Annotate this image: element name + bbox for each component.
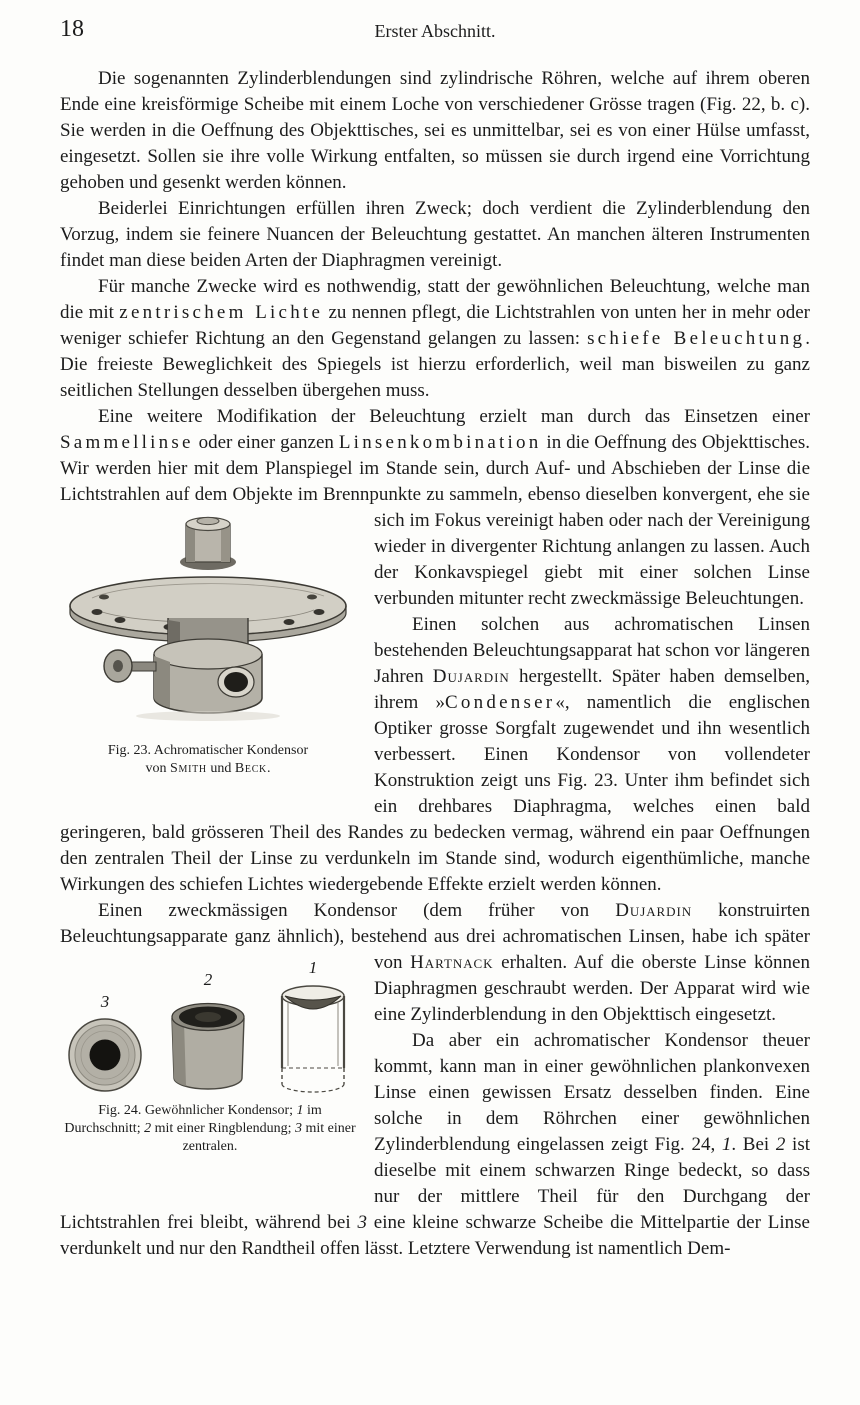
fig24-drawing-cross-section	[272, 980, 354, 1094]
fig24-caption-b: im Durchschnitt;	[64, 1103, 322, 1136]
fig24-caption-a: Fig. 24. Gewöhnlicher Kondensor;	[98, 1103, 297, 1118]
fig23-caption-pre: von	[145, 761, 170, 776]
paragraph-7-text-b: . Bei	[731, 1134, 776, 1155]
paragraph-4-emphasis-sammellinse: Sammellinse	[60, 432, 194, 453]
fig23-top-knob	[180, 517, 236, 570]
fig24-drawings-row	[60, 958, 360, 1094]
paragraph-5-text-b: hergestellt. Später haben demselben, ihrem »	[374, 666, 810, 713]
fig24-caption	[60, 1102, 360, 1156]
paragraph-6-text-d: erhalten. Auf die oberste Linse können Diaphragmen geschraubt werden. Der Apparat wird wie eine Zylinderblendung in den Objekttisch eingesetzt.	[374, 952, 810, 1025]
paragraph-7-num-1: 1	[721, 1134, 732, 1155]
paragraph-4-emphasis-linsenkombination: Linsenkombination	[338, 432, 542, 453]
paragraph-3-text-a: Für manche Zwecke wird es nothwendig, statt der gewöhnlichen Beleuchtung, welche man die mit	[60, 276, 810, 323]
paragraph-2	[60, 196, 810, 274]
paragraph-4-text-c: in die Oeffnung des Objekttisches. Wir werden hier mit dem Planspiegel im Stande sein, durch Auf- und Abschieben der Linse die Lichtstrahlen auf dem Objekte im Brennpunkte zu sammeln, ebenso dieselben konvergent, ehe sie sich im Fokus vereinigt	[60, 432, 810, 531]
paragraph-5-name-dujardin: Dujardin	[432, 666, 510, 687]
paragraph-3-text-b: zu nennen pflegt, die Lichtstrahlen von unten her in mehr oder weniger schiefer Richtung an den Gegenstand gelangen zu lassen:	[60, 302, 810, 349]
fig23-condenser-illustration	[62, 514, 354, 726]
paragraph-7-text-a: Da aber ein achromatischer Kondensor theuer kommt, kann man in einer gewöhnlichen plankonvexen Linse einen gewissen Ersatz desselben finden. Eine solche in dem Röhrchen einer gewöhnlichen Zylinderblendung eingelassen zeigt Fig. 24,	[374, 1030, 810, 1155]
paragraph-4-text-b: oder einer ganzen	[193, 432, 339, 453]
paragraph-7-num-2: 2	[775, 1134, 786, 1155]
fig23-caption-end: .	[266, 761, 271, 776]
running-title: Erster Abschnitt.	[374, 21, 496, 41]
fig23-caption-mid: und	[206, 761, 235, 776]
paragraph-4-text-d: haben oder nach der Vereinigung wieder in divergenter Richtung anlangen zu lassen. Auch der Konkavspiegel giebt mit einer solchen Linse verbunden mitunter recht zweckmässige Beleuchtungen.	[374, 510, 810, 609]
page-number: 18	[60, 16, 84, 42]
fig24-label-2: 2	[203, 970, 213, 989]
paragraph-2-text: Beiderlei Einrichtungen erfüllen ihren Zweck; doch verdient die Zylinderblendung den Vorzug, indem sie feinere Nuancen der Beleuchtung gestattet. An manchen älteren Instrumenten findet man diese beiden Arten der Diaphragmen vereinigt.	[60, 198, 810, 271]
fig24-caption-num-2: 2	[144, 1121, 152, 1136]
fig24-caption-c: mit einer Ringblendung;	[151, 1121, 295, 1136]
paragraph-5-emphasis-condenser: Condenser	[445, 692, 556, 713]
paragraph-6-text-b: konstruirten Beleuchtungsapparate ganz ähnlich), bestehend aus drei achromatischen Linsen,	[60, 900, 810, 947]
paragraph-1	[60, 66, 810, 196]
paragraph-5-text-c: «, namentlich die englischen Optiker grosse Sorgfalt zugewendet und ihn wesentlich verbessert. Einen Kondensor von vollendeter Konstruktion zeigt uns Fig. 23. Unter ihm befindet sich ein drehbares Diaphragma, welches einen bald geringeren, bald grösseren Theil des Randes zu bedecken vermag, während ein paar Oeffnungen den zentralen Theil der Linse zu verdunkeln im Stande sind, wodurch eigenthümliche, manche Wirkungen des schiefen Lichtes wiedergebende Effekte erzielt werden können.	[60, 692, 810, 895]
body-text	[60, 66, 810, 1262]
paragraph-7-text-c: ist dieselbe mit einem schwarzen Ringe bedeckt, so dass nur der mittlere Theil für den Durchgang der Lichtstrahlen frei bleibt, während bei	[60, 1134, 811, 1233]
paragraph-7-num-3: 3	[357, 1212, 367, 1233]
fig24-drawing-ring-stop	[162, 992, 254, 1094]
paragraph-7-text-d: eine kleine schwarze Scheibe die Mittelpartie der Linse verdunkelt und nur den Randtheil offen lässt. Letztere Verwendung ist namentlich Dem-	[60, 1212, 810, 1259]
paragraph-6-name-dujardin: Dujardin	[615, 900, 693, 921]
fig23-lower-drum	[154, 639, 262, 713]
paragraph-6-text-a: Einen zweckmässigen Kondensor (dem früher von	[98, 900, 616, 921]
figure-24	[60, 958, 360, 1204]
fig24-item-central-stop	[66, 992, 144, 1094]
paragraph-3-emphasis-zentrisches-licht: zentrischem Lichte	[119, 302, 324, 323]
fig24-item-cross-section	[272, 958, 354, 1094]
paragraph-6-name-hartnack: Hartnack	[410, 952, 494, 973]
fig24-item-ring-stop	[162, 970, 254, 1094]
fig23-caption-maker-beck: Beck	[234, 761, 267, 776]
fig24-label-1: 1	[308, 958, 318, 977]
fig24-drawing-central-stop	[66, 1014, 144, 1094]
paragraph-6-text-c: habe ich später von	[374, 926, 810, 973]
fig24-caption-d: mit einer zentralen.	[182, 1121, 356, 1154]
fig24-caption-num-3: 3	[294, 1121, 302, 1136]
paragraph-5-text-a: Einen solchen aus achromatischen Linsen bestehenden Beleuchtungsapparat hat schon vor längeren Jahren	[374, 614, 810, 687]
paragraph-4-text-a: Eine weitere Modifikation der Beleuchtung erzielt man durch das Einsetzen einer	[98, 406, 810, 427]
fig24-label-3: 3	[100, 992, 110, 1011]
fig23-caption-maker-smith: Smith	[170, 761, 207, 776]
page-header	[60, 16, 810, 50]
paragraph-3	[60, 274, 810, 404]
figure-23	[60, 514, 356, 802]
paragraph-3-emphasis-schiefe-beleuchtung: schiefe Beleuchtung	[587, 328, 806, 349]
fig23-caption	[60, 742, 356, 778]
fig23-side-knob	[104, 650, 156, 682]
paragraph-1-text: Die sogenannten Zylinderblendungen sind zylindrische Röhren, welche auf ihrem oberen Ende eine kreisförmige Scheibe mit einem Loche von verschiedener Grösse tragen (Fig. 22, b. c). Sie werden in die Oeffnung des Objekttisches, sei es unmittelbar, sei es von einer Hülse umfasst, eingesetzt. Sollen sie ihre volle Wirkung entfalten, so müssen sie durch irgend eine Vorrichtung gehoben und gesenkt werden können.	[60, 68, 810, 193]
fig23-caption-line1: Fig. 23. Achromatischer Kondensor	[107, 743, 309, 758]
paragraph-3-text-c: . Die freieste Beweglichkeit des Spiegels ist hierzu erforderlich, weil man bisweilen zu ganz seitlichen Stellungen desselben übergehen muss.	[60, 328, 810, 401]
fig24-caption-num-1: 1	[296, 1103, 304, 1118]
